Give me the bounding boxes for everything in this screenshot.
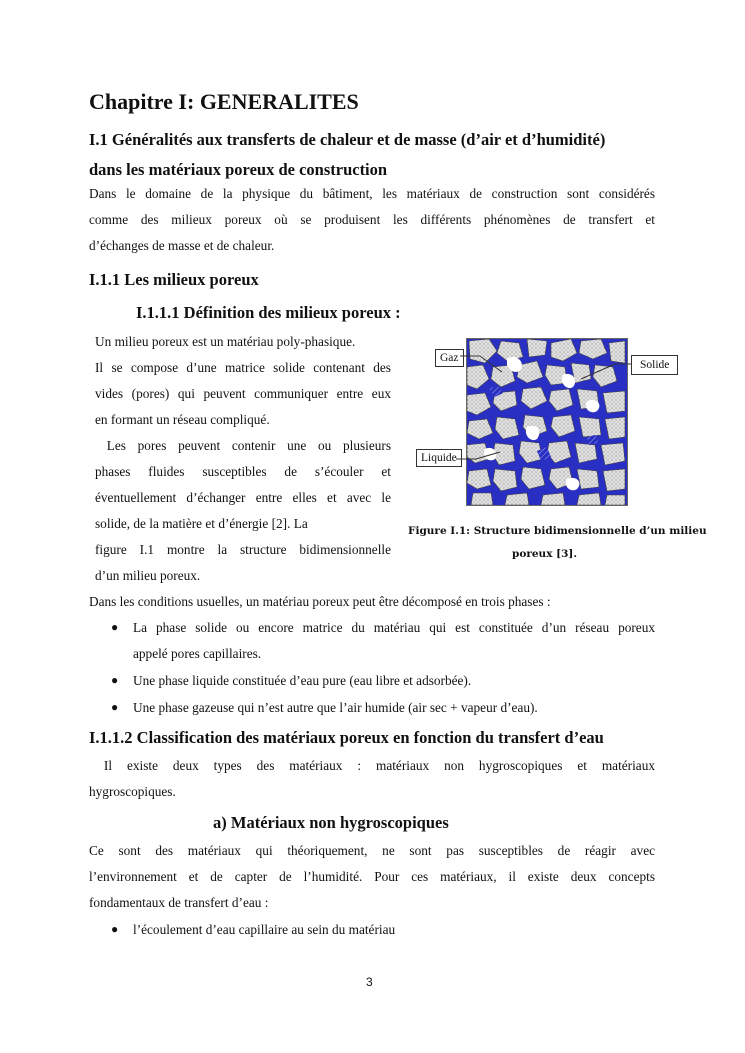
def-line-7: éventuellement d’échanger entre elles et avec le (95, 490, 391, 505)
section-title-line2: dans les matériaux poreux de construction (89, 160, 388, 179)
non-hygro-line-1: Ce sont des matériaux qui théoriquement, ne sont pas susceptibles de réagir avec (89, 843, 655, 858)
def-line-3: vides (pores) qui peuvent communiquer entre eux (95, 386, 391, 401)
bullet-dot-4: ● (111, 922, 119, 936)
classification-line-1: Il existe deux types des matériaux : matériaux non hygroscopiques et matériaux (89, 758, 655, 773)
def-line-5: Les pores peuvent contenir une ou plusieurs (95, 438, 391, 453)
def-line-2: Il se compose d’une matrice solide contenant des (95, 360, 391, 375)
intro-line-3: d’échanges de masse et de chaleur. (89, 238, 275, 253)
bullet-dot-2: ● (111, 673, 119, 687)
classification-title: I.1.1.2 Classification des matériaux poreux en fonction du transfert d’eau (89, 728, 604, 747)
subsubsection-title: I.1.1.1 Définition des milieux poreux : (136, 303, 401, 322)
def-line-9: figure I.1 montre la structure bidimensionnelle (95, 542, 391, 557)
liquide-pointer (456, 448, 506, 478)
figure-caption-line1: Figure I.1: Structure bidimensionnelle d’un milieu (408, 525, 707, 537)
non-hygroscopic-title: a) Matériaux non hygroscopiques (213, 813, 449, 832)
bullet-dot-1: ● (111, 620, 119, 634)
section-title-line1: I.1 Généralités aux transferts de chaleur et de masse (d’air et d’humidité) (89, 130, 606, 149)
label-liquide: Liquide (416, 449, 462, 467)
non-hygro-bullet: l’écoulement d’eau capillaire au sein du matériau (133, 922, 396, 937)
intro-line-2: comme des milieux poreux où se produisent les différents phénomènes de transfert et (89, 212, 655, 227)
page-number: 3 (366, 975, 373, 989)
bullet-3: Une phase gazeuse qui n’est autre que l’air humide (air sec + vapeur d’eau). (133, 700, 538, 715)
label-gaz: Gaz (435, 349, 464, 367)
non-hygro-line-3: fondamentaux de transfert d’eau : (89, 895, 269, 910)
figure-caption-line2: poreux [3]. (512, 548, 578, 560)
solide-pointer (575, 355, 633, 385)
classification-line-2: hygroscopiques. (89, 784, 176, 799)
def-line-6: phases fluides susceptibles de s’écouler et (95, 464, 391, 479)
def-line-10: d’un milieu poreux. (95, 568, 201, 583)
bullet-2: Une phase liquide constituée d’eau pure (eau libre et adsorbée). (133, 673, 472, 688)
bullet-dot-3: ● (111, 700, 119, 714)
intro-line-1: Dans le domaine de la physique du bâtiment, les matériaux de construction sont considérés (89, 186, 655, 201)
def-line-4: en formant un réseau compliqué. (95, 412, 270, 427)
label-solide: Solide (631, 355, 678, 375)
gaz-pointer (460, 350, 510, 380)
chapter-title: Chapitre I: GENERALITES (89, 89, 359, 114)
non-hygro-line-2: l’environnement et de capter de l’humidité. Pour ces matériaux, il existe deux concepts (89, 869, 655, 884)
subsection-title: I.1.1 Les milieux poreux (89, 270, 259, 289)
phases-intro: Dans les conditions usuelles, un matériau poreux peut être décomposé en trois phases : (89, 594, 551, 609)
def-line-8: solide, de la matière et d’énergie [2]. La (95, 516, 308, 531)
def-line-1: Un milieu poreux est un matériau poly-phasique. (95, 334, 356, 349)
bullet-1-line1: La phase solide ou encore matrice du matériau qui est constituée d’un réseau poreux (133, 620, 655, 635)
bullet-1-line2: appelé pores capillaires. (133, 646, 262, 661)
